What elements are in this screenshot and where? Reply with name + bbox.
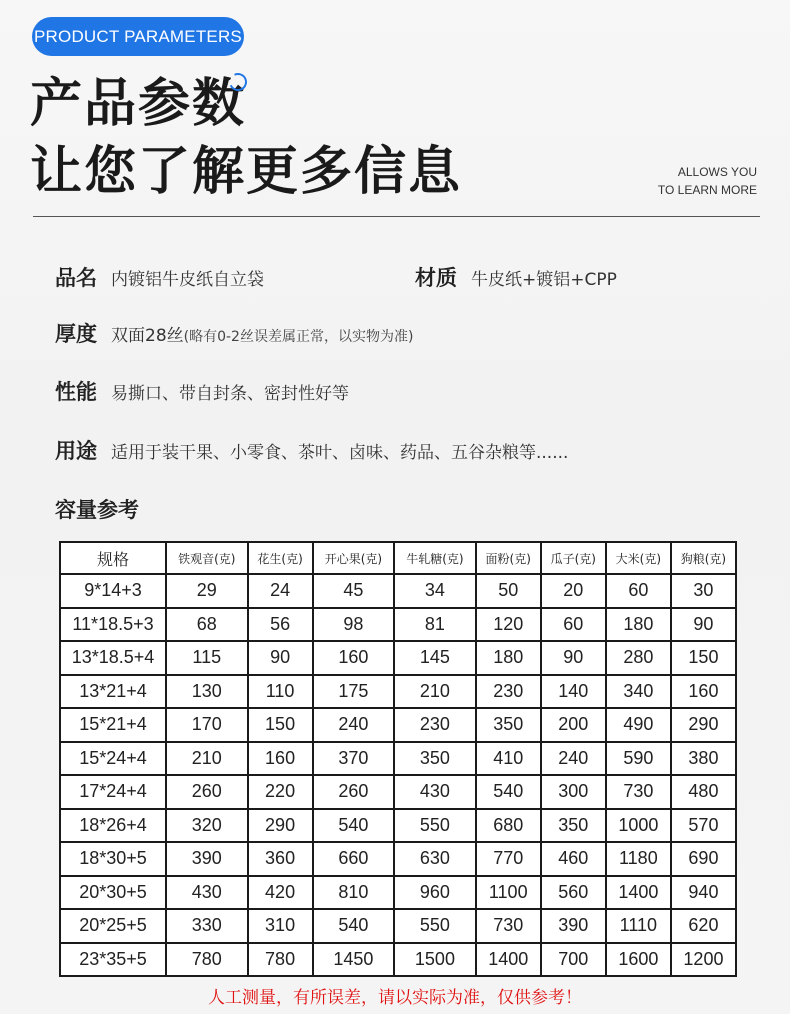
spec-cell: 15*24+4 <box>60 742 166 776</box>
table-row <box>60 675 736 709</box>
param-usage-value: 适用于装干果、小零食、茶叶、卤味、药品、五谷杂粮等...... <box>111 443 569 463</box>
table-row <box>60 943 736 977</box>
value-cell: 540 <box>313 809 395 843</box>
value-cell: 115 <box>166 641 248 675</box>
table-row <box>60 708 736 742</box>
param-performance-row <box>55 376 349 406</box>
table-header-cell: 牛轧糖(克) <box>394 542 476 574</box>
value-cell: 370 <box>313 742 395 776</box>
value-cell: 98 <box>313 608 395 642</box>
spec-cell: 20*25+5 <box>60 909 166 943</box>
value-cell: 68 <box>166 608 248 642</box>
value-cell: 160 <box>248 742 313 776</box>
table-row <box>60 574 736 608</box>
table-row <box>60 909 736 943</box>
value-cell: 1000 <box>606 809 671 843</box>
value-cell: 290 <box>248 809 313 843</box>
value-cell: 1400 <box>476 943 541 977</box>
value-cell: 390 <box>541 909 606 943</box>
side-english-caption <box>658 163 757 199</box>
spec-cell: 18*26+4 <box>60 809 166 843</box>
value-cell: 180 <box>476 641 541 675</box>
value-cell: 350 <box>394 742 476 776</box>
value-cell: 150 <box>248 708 313 742</box>
spec-cell: 11*18.5+3 <box>60 608 166 642</box>
value-cell: 360 <box>248 842 313 876</box>
table-row <box>60 876 736 910</box>
value-cell: 550 <box>394 809 476 843</box>
value-cell: 340 <box>606 675 671 709</box>
value-cell: 90 <box>541 641 606 675</box>
value-cell: 350 <box>476 708 541 742</box>
capacity-title: 容量参考 <box>55 498 139 522</box>
value-cell: 590 <box>606 742 671 776</box>
capacity-table-body <box>60 574 736 976</box>
value-cell: 420 <box>248 876 313 910</box>
page-subtitle: 让您了解更多信息 <box>30 142 463 202</box>
param-material-label: 材质 <box>415 266 457 290</box>
value-cell: 1100 <box>476 876 541 910</box>
value-cell: 390 <box>166 842 248 876</box>
value-cell: 60 <box>606 574 671 608</box>
value-cell: 1110 <box>606 909 671 943</box>
table-row <box>60 608 736 642</box>
param-material-row <box>415 262 617 292</box>
value-cell: 160 <box>671 675 736 709</box>
value-cell: 280 <box>606 641 671 675</box>
value-cell: 780 <box>248 943 313 977</box>
value-cell: 1200 <box>671 943 736 977</box>
value-cell: 660 <box>313 842 395 876</box>
value-cell: 24 <box>248 574 313 608</box>
value-cell: 120 <box>476 608 541 642</box>
value-cell: 380 <box>671 742 736 776</box>
param-performance-label: 性能 <box>55 380 97 404</box>
value-cell: 45 <box>313 574 395 608</box>
value-cell: 34 <box>394 574 476 608</box>
param-thickness-label: 厚度 <box>55 322 97 346</box>
value-cell: 160 <box>313 641 395 675</box>
value-cell: 150 <box>671 641 736 675</box>
param-thickness-note: (略有0-2丝误差属正常，以实物为准) <box>183 329 414 345</box>
param-name-label: 品名 <box>55 266 97 290</box>
table-row <box>60 775 736 809</box>
table-header-cell: 瓜子(克) <box>541 542 606 574</box>
spec-cell: 15*21+4 <box>60 708 166 742</box>
param-thickness-value: 双面28丝 <box>111 326 184 346</box>
param-name-row <box>55 262 264 292</box>
value-cell: 960 <box>394 876 476 910</box>
value-cell: 140 <box>541 675 606 709</box>
table-header-cell: 大米(克) <box>606 542 671 574</box>
value-cell: 490 <box>606 708 671 742</box>
value-cell: 145 <box>394 641 476 675</box>
value-cell: 630 <box>394 842 476 876</box>
table-header-cell: 面粉(克) <box>476 542 541 574</box>
value-cell: 260 <box>166 775 248 809</box>
value-cell: 320 <box>166 809 248 843</box>
value-cell: 81 <box>394 608 476 642</box>
value-cell: 29 <box>166 574 248 608</box>
param-thickness-row <box>55 318 413 348</box>
value-cell: 620 <box>671 909 736 943</box>
spec-cell: 13*18.5+4 <box>60 641 166 675</box>
spec-cell: 23*35+5 <box>60 943 166 977</box>
value-cell: 90 <box>248 641 313 675</box>
value-cell: 50 <box>476 574 541 608</box>
spec-cell: 20*30+5 <box>60 876 166 910</box>
value-cell: 1450 <box>313 943 395 977</box>
value-cell: 220 <box>248 775 313 809</box>
value-cell: 700 <box>541 943 606 977</box>
spec-cell: 18*30+5 <box>60 842 166 876</box>
value-cell: 30 <box>671 574 736 608</box>
side-english-line2: TO LEARN MORE <box>657 183 757 197</box>
value-cell: 550 <box>394 909 476 943</box>
value-cell: 300 <box>541 775 606 809</box>
value-cell: 560 <box>541 876 606 910</box>
page-title: 产品参数 <box>30 74 247 134</box>
param-performance-value: 易撕口、带自封条、密封性好等 <box>111 384 349 404</box>
value-cell: 430 <box>166 876 248 910</box>
value-cell: 570 <box>671 809 736 843</box>
value-cell: 230 <box>394 708 476 742</box>
value-cell: 690 <box>671 842 736 876</box>
param-name-value: 内镀铝牛皮纸自立袋 <box>111 270 264 290</box>
value-cell: 1500 <box>394 943 476 977</box>
spec-cell: 9*14+3 <box>60 574 166 608</box>
table-row <box>60 809 736 843</box>
value-cell: 130 <box>166 675 248 709</box>
value-cell: 240 <box>541 742 606 776</box>
value-cell: 730 <box>476 909 541 943</box>
table-header-cell: 花生(克) <box>248 542 313 574</box>
table-row <box>60 842 736 876</box>
table-row <box>60 641 736 675</box>
value-cell: 780 <box>166 943 248 977</box>
table-row <box>60 742 736 776</box>
value-cell: 810 <box>313 876 395 910</box>
value-cell: 1400 <box>606 876 671 910</box>
value-cell: 90 <box>671 608 736 642</box>
value-cell: 1600 <box>606 943 671 977</box>
value-cell: 110 <box>248 675 313 709</box>
value-cell: 230 <box>476 675 541 709</box>
value-cell: 200 <box>541 708 606 742</box>
value-cell: 175 <box>313 675 395 709</box>
spec-cell: 13*21+4 <box>60 675 166 709</box>
table-header-cell: 铁观音(克) <box>166 542 248 574</box>
value-cell: 680 <box>476 809 541 843</box>
header-divider <box>33 216 760 217</box>
spec-cell: 17*24+4 <box>60 775 166 809</box>
value-cell: 350 <box>541 809 606 843</box>
value-cell: 480 <box>671 775 736 809</box>
table-header-cell: 狗粮(克) <box>671 542 736 574</box>
value-cell: 170 <box>166 708 248 742</box>
value-cell: 730 <box>606 775 671 809</box>
table-header-cell: 开心果(克) <box>313 542 395 574</box>
param-usage-label: 用途 <box>55 439 97 463</box>
param-usage-row <box>55 435 568 465</box>
value-cell: 410 <box>476 742 541 776</box>
value-cell: 60 <box>541 608 606 642</box>
value-cell: 310 <box>248 909 313 943</box>
value-cell: 180 <box>606 608 671 642</box>
side-english-line1: ALLOWS YOU <box>677 165 757 179</box>
value-cell: 240 <box>313 708 395 742</box>
value-cell: 460 <box>541 842 606 876</box>
value-cell: 430 <box>394 775 476 809</box>
capacity-table <box>59 541 737 977</box>
value-cell: 330 <box>166 909 248 943</box>
table-header-row <box>60 542 736 574</box>
value-cell: 210 <box>166 742 248 776</box>
value-cell: 290 <box>671 708 736 742</box>
product-parameters-badge: PRODUCT PARAMETERS <box>32 17 244 56</box>
param-material-value: 牛皮纸+镀铝+CPP <box>471 270 617 290</box>
disclaimer-note: 人工测量，有所误差，请以实际为准，仅供参考！ <box>208 988 582 1008</box>
value-cell: 770 <box>476 842 541 876</box>
value-cell: 56 <box>248 608 313 642</box>
value-cell: 210 <box>394 675 476 709</box>
value-cell: 940 <box>671 876 736 910</box>
table-header-cell: 规格 <box>60 542 166 574</box>
value-cell: 20 <box>541 574 606 608</box>
value-cell: 260 <box>313 775 395 809</box>
value-cell: 540 <box>476 775 541 809</box>
value-cell: 540 <box>313 909 395 943</box>
value-cell: 1180 <box>606 842 671 876</box>
